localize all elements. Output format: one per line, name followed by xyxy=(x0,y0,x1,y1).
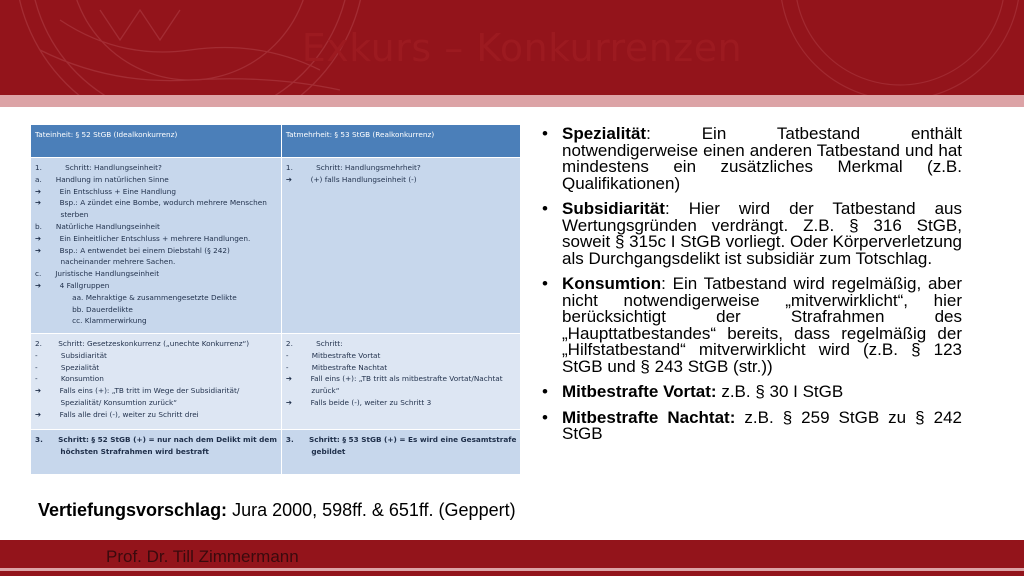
bullet-mitbestrafte-vortat xyxy=(540,384,962,401)
cell-line: c. Juristische Handlungseinheit xyxy=(35,269,160,279)
cell-line: höchsten Strafrahmen wird bestraft xyxy=(35,446,209,456)
cell-line: 1. Schritt: Handlungsmehrheit? xyxy=(285,163,421,172)
bullet-subsidiaritaet xyxy=(540,201,962,267)
cell-line: 3. Schritt: § 53 StGB (+) = Es wird eine Gesamtstrafe xyxy=(285,435,517,444)
cell-line: ➔ Falls alle drei (-), weiter zu Schritt drei xyxy=(35,409,199,419)
bullet-text: z.B. § 259 StGB zu § 242 StGB xyxy=(562,407,962,443)
cell-line: ➔ Falls beide (-), weiter zu Schritt 3 xyxy=(285,397,432,407)
cell-step3-tateinheit xyxy=(31,430,282,475)
bullet-text: : Hier wird der Tatbestand aus Wertungsgründen verdrängt. Z.B. § 316 StGB, soweit § 315c I StGB vorliegt. Oder Körperverletzung als Durchgangsdelikt ist subsidiär zum Totschlag. xyxy=(562,199,962,268)
header-accent-band xyxy=(0,95,1024,107)
cell-step1-tateinheit xyxy=(31,158,282,334)
cell-line: - Spezialität xyxy=(35,362,100,372)
bullet-text: : Ein Tatbestand enthält notwendigerweise einen anderen Tatbestand und hat mindestens ein zusätzliches Merkmal (z.B. Qualifikationen) xyxy=(562,124,962,193)
cell-line: - Mitbestrafte Nachtat xyxy=(285,362,388,372)
bullet-text: z.B. § 30 I StGB xyxy=(716,382,844,401)
cell-line: - Konsumtion xyxy=(35,374,104,384)
table-row-step1 xyxy=(31,158,521,334)
konkurrenzen-table xyxy=(30,124,521,475)
cell-line: sterben xyxy=(35,210,89,220)
cell-step2-tateinheit xyxy=(31,334,282,430)
vertiefung-label: Vertiefungsvorschlag: xyxy=(38,500,228,520)
header-tateinheit: Tateinheit: § 52 StGB (Idealkonkurrenz) xyxy=(31,125,282,158)
bullet-text: : Ein Tatbestand wird regelmäßig, aber nicht notwendigerweise „mitverwirklicht“, hier berücksichtigt der Strafrahmen des „Haupttatbestandes“ bereits, dass regelmäßig der „Hilfstatbestand“ mitverwirklicht wird (z.B. § 123 StGB und § 243 StGB (str.)) xyxy=(562,274,962,376)
table-row-step3 xyxy=(31,430,521,475)
cell-line: ➔ Bsp.: A zündet eine Bombe, wodurch mehrere Menschen xyxy=(35,198,267,208)
bullet-spezialitaet xyxy=(540,126,962,192)
bullet-term: Mitbestrafte Nachtat: xyxy=(562,407,736,427)
cell-step1-tatmehrheit xyxy=(281,158,520,334)
slide-title: Exkurs – Konkurrenzen xyxy=(301,26,743,70)
cell-line: ➔ Fall eins (+): „TB tritt als mitbestrafte Vortat/Nachtat xyxy=(285,374,503,384)
cell-line: ➔ Ein Entschluss + Eine Handlung xyxy=(35,186,176,196)
cell-line: a. Handlung im natürlichen Sinne xyxy=(35,174,169,184)
bullet-mitbestrafte-nachtat xyxy=(540,407,962,443)
cell-line: - Mitbestrafte Vortat xyxy=(285,350,381,360)
cell-line: b. Natürliche Handlungseinheit xyxy=(35,221,160,231)
footer-author: Prof. Dr. Till Zimmermann xyxy=(106,547,299,566)
vertiefung-suggestion xyxy=(38,500,516,521)
cell-line: - Subsidiarität xyxy=(35,350,107,360)
cell-line: aa. Mehraktige & zusammengesetzte Delikte xyxy=(35,292,237,302)
cell-line: bb. Dauerdelikte xyxy=(35,304,133,314)
bullet-term: Konsumtion xyxy=(562,274,662,293)
cell-line: cc. Klammerwirkung xyxy=(35,316,147,326)
footer-accent-line xyxy=(0,568,1024,571)
cell-line: ➔ Falls eins (+): „TB tritt im Wege der Subsidiarität/ xyxy=(35,386,240,396)
cell-step3-tatmehrheit xyxy=(281,430,520,475)
cell-line: gebildet xyxy=(285,446,346,456)
cell-line: ➔ 4 Fallgruppen xyxy=(35,280,110,290)
cell-line: 1. Schritt: Handlungseinheit? xyxy=(35,163,162,172)
cell-line: ➔ Bsp.: A entwendet bei einem Diebstahl (§ 242) xyxy=(35,245,230,255)
cell-line: ➔ Ein Einheitlicher Entschluss + mehrere Handlungen. xyxy=(35,233,251,243)
cell-line: 2. Schritt: xyxy=(285,339,343,348)
vertiefung-text: Jura 2000, 598ff. & 651ff. (Geppert) xyxy=(227,500,516,520)
bullet-term: Mitbestrafte Vortat: xyxy=(562,382,717,401)
header-tatmehrheit: Tatmehrheit: § 53 StGB (Realkonkurrenz) xyxy=(281,125,520,158)
table-header-row xyxy=(31,125,521,158)
cell-step2-tatmehrheit xyxy=(281,334,520,430)
cell-line: ➔ (+) falls Handlungseinheit (-) xyxy=(285,174,417,184)
cell-line: zurück“ xyxy=(285,386,340,396)
bullet-list xyxy=(540,126,962,452)
bullet-konsumtion xyxy=(540,276,962,375)
cell-line: Spezialität/ Konsumtion zurück“ xyxy=(35,397,178,407)
table-row-step2 xyxy=(31,334,521,430)
bullet-term: Subsidiarität xyxy=(562,199,665,218)
cell-line: 2. Schritt: Gesetzeskonkurrenz („unechte Konkurrenz“) xyxy=(35,339,250,348)
cell-line: 3. Schritt: § 52 StGB (+) = nur nach dem Delikt mit dem xyxy=(35,435,277,444)
cell-line: nacheinander mehrere Sachen. xyxy=(35,257,176,267)
bullet-term: Spezialität xyxy=(562,124,647,143)
